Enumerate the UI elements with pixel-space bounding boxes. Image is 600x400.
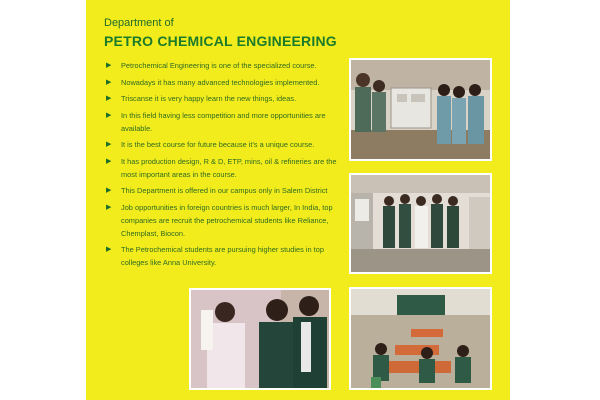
lab-group-photo: [349, 173, 492, 274]
list-item-text: Job opportunities in foreign countries is much larger, In India, top companies are recruit the petrochemical students like Reliance, Chemplast, Biocon.: [121, 202, 333, 238]
department-title: PETRO CHEMICAL ENGINEERING: [104, 33, 337, 49]
list-item: [106, 138, 338, 151]
list-item: [106, 76, 338, 89]
lab-equipment-illustration: [351, 60, 490, 159]
list-item-text: This Department is offered in our campus only in Salem District: [121, 186, 328, 195]
triangle-right-icon: ▶: [106, 203, 112, 211]
triangle-right-icon: ▶: [106, 111, 112, 119]
list-item: [106, 201, 338, 240]
students-sample-photo: [189, 288, 331, 390]
list-item: [106, 109, 338, 135]
workshop-illustration: [351, 289, 490, 388]
workshop-photo: [349, 287, 492, 390]
students-sample-illustration: [191, 290, 329, 388]
department-label: Department of: [104, 17, 174, 29]
list-item-text: Triscanse it is very happy learn the new things, ideas.: [121, 94, 297, 103]
list-item-text: In this field having less competition and more opportunities are available.: [121, 110, 326, 133]
triangle-right-icon: ▶: [106, 246, 112, 253]
list-item-text: Nowadays it has many advanced technologies implemented.: [121, 77, 320, 87]
list-item-text: It is the best course for future because it's a unique course.: [121, 140, 315, 149]
list-item: [106, 155, 338, 181]
list-item-text: The Petrochemical students are pursuing higher studies in top colleges like Anna University.: [121, 245, 324, 267]
list-item: [106, 184, 338, 197]
lab-equipment-photo: [349, 58, 492, 161]
list-item-text: It has production design, R & D, ETP, mins, oil & refineries are the most important areas in the course.: [121, 156, 337, 179]
list-item: [106, 243, 338, 269]
triangle-right-icon: ▶: [106, 157, 112, 165]
list-item: [106, 59, 338, 72]
triangle-right-icon: ▶: [106, 95, 112, 102]
triangle-right-icon: ▶: [106, 187, 112, 194]
lab-group-illustration: [351, 175, 490, 272]
list-item: [106, 92, 338, 105]
feature-list: [106, 59, 338, 273]
triangle-right-icon: ▶: [106, 78, 112, 86]
list-item-text: Petrochemical Engineering is one of the specialized course.: [121, 61, 317, 70]
triangle-right-icon: ▶: [106, 141, 112, 148]
triangle-right-icon: ▶: [106, 62, 112, 69]
